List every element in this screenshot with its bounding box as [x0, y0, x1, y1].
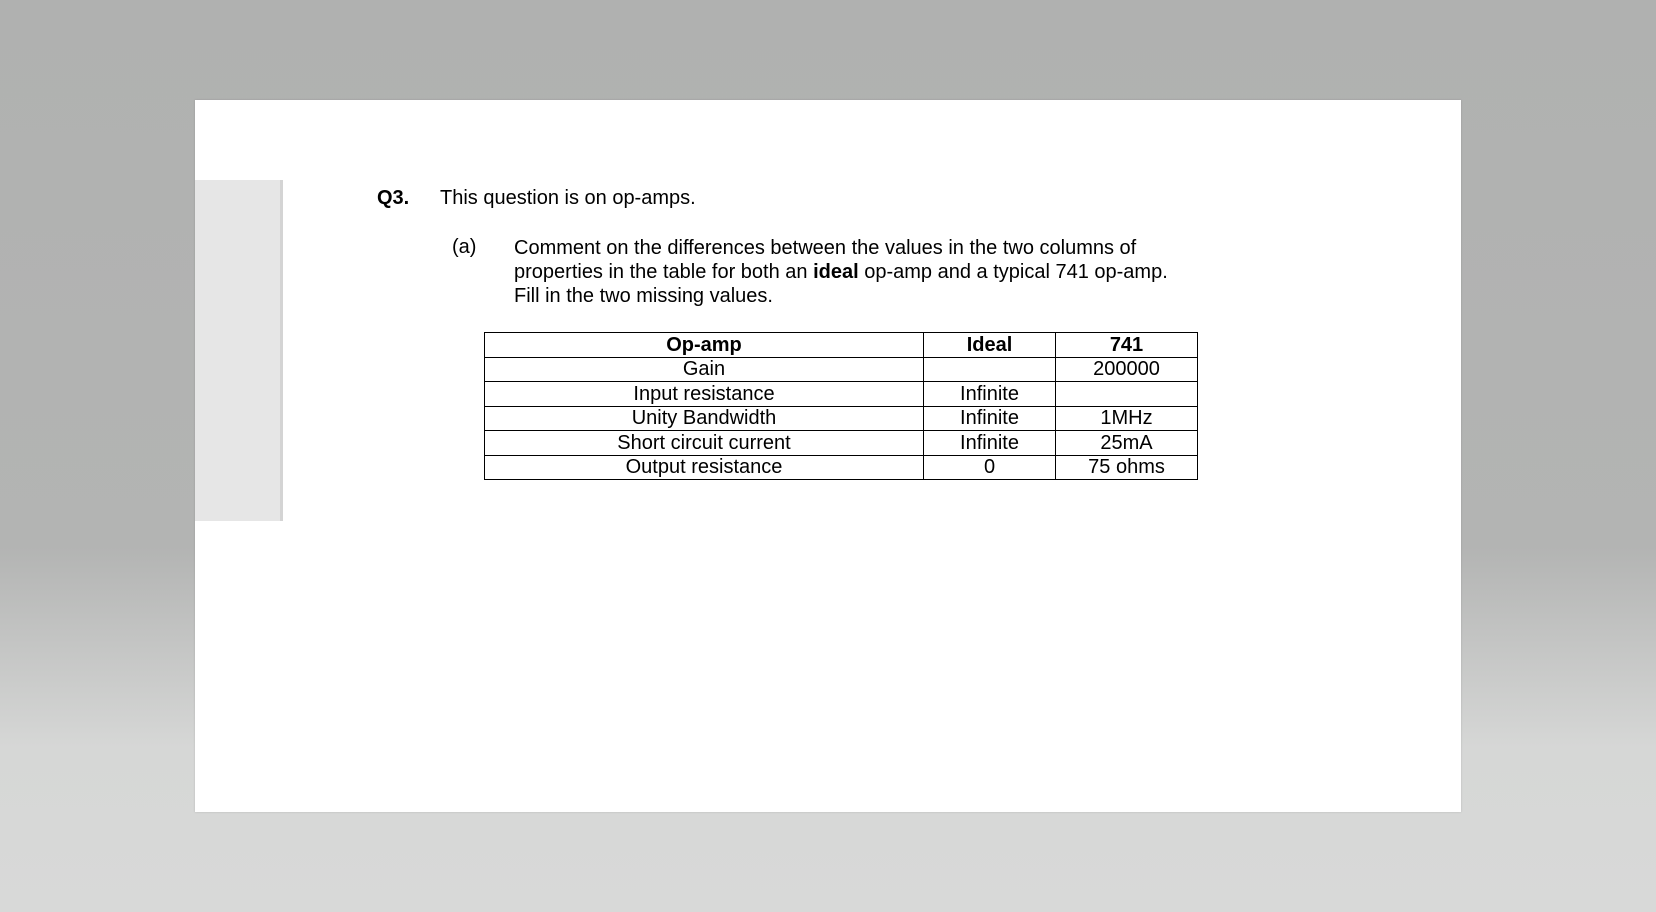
margin-strip [195, 180, 283, 521]
part-text-line-1: Comment on the differences between the values in the two columns of [514, 237, 1137, 259]
line2-pre: properties in the table for both an [514, 261, 814, 283]
part-text-line-2 [514, 260, 1234, 284]
table-row [485, 357, 1198, 382]
table-header-row [485, 333, 1198, 358]
properties-table [484, 332, 1198, 480]
document-page [195, 100, 1461, 812]
typical-741-value [1056, 382, 1198, 407]
property-name: Short circuit current [485, 431, 924, 456]
table-row [485, 406, 1198, 431]
part-label: (a) [452, 236, 477, 258]
property-name: Input resistance [485, 382, 924, 407]
property-name: Unity Bandwidth [485, 406, 924, 431]
table-row [485, 431, 1198, 456]
header-cell-opamp: Op-amp [485, 333, 924, 358]
property-name: Output resistance [485, 455, 924, 480]
typical-741-value: 1MHz [1056, 406, 1198, 431]
ideal-value: 0 [924, 455, 1056, 480]
header-cell-ideal: Ideal [924, 333, 1056, 358]
typical-741-value: 25mA [1056, 431, 1198, 456]
header-cell-741: 741 [1056, 333, 1198, 358]
question-intro: This question is on op-amps. [440, 187, 696, 209]
property-name: Gain [485, 357, 924, 382]
ideal-value: Infinite [924, 431, 1056, 456]
part-text [514, 236, 1234, 308]
ideal-value: Infinite [924, 382, 1056, 407]
line2-bold: ideal [813, 261, 859, 283]
part-text-line-3: Fill in the two missing values. [514, 285, 773, 307]
ideal-value [924, 357, 1056, 382]
typical-741-value: 200000 [1056, 357, 1198, 382]
table-row [485, 382, 1198, 407]
line2-post: op-amp and a typical 741 op-amp. [858, 261, 1168, 283]
typical-741-value: 75 ohms [1056, 455, 1198, 480]
question-number: Q3. [377, 187, 410, 209]
ideal-value: Infinite [924, 406, 1056, 431]
table-row [485, 455, 1198, 480]
